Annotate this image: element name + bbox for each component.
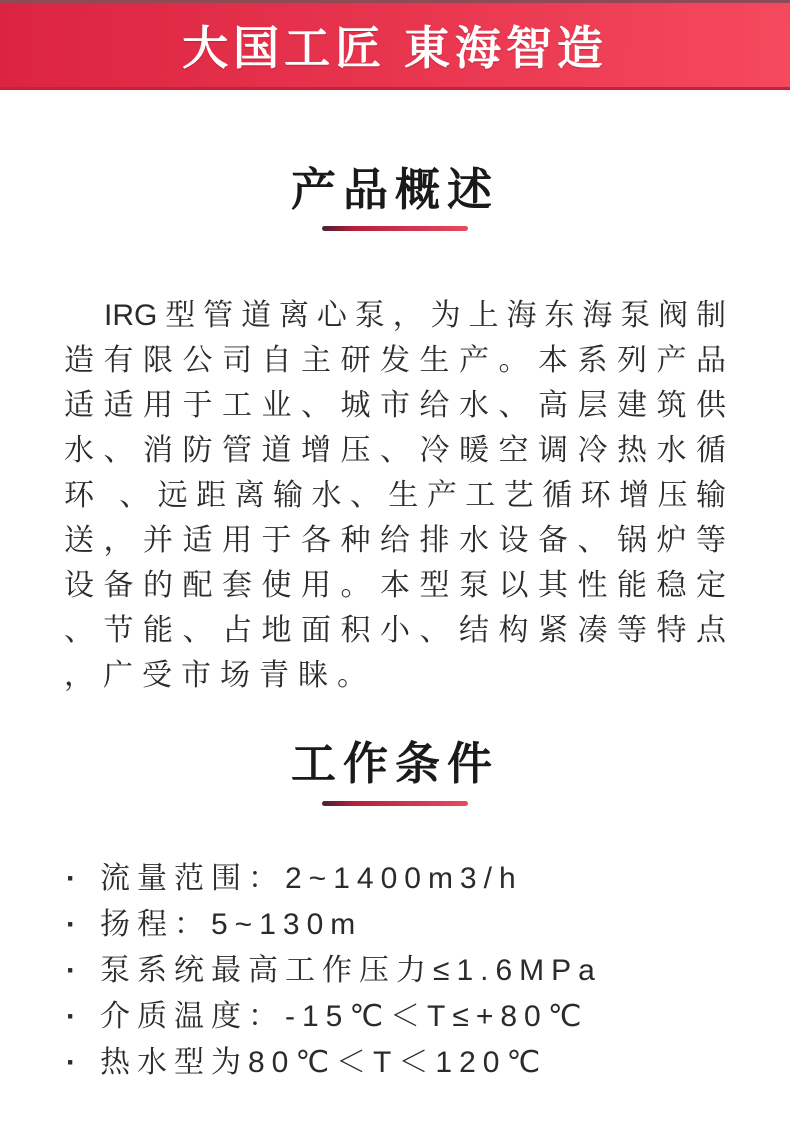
section-conditions bbox=[0, 740, 790, 1085]
conditions-title-underline bbox=[322, 801, 468, 806]
overview-title-underline bbox=[322, 226, 468, 231]
overview-section-title: 产品概述 bbox=[290, 164, 499, 215]
list-item bbox=[66, 856, 750, 902]
paragraph-line: 造有限公司自主研发生产。本系列产品 bbox=[64, 344, 726, 378]
paragraph-line: 水、消防管道增压、冷暖空调冷热水循 bbox=[64, 434, 726, 468]
brand-slogan: 大国工匠 東海智造 bbox=[182, 22, 608, 74]
list-item bbox=[66, 902, 750, 948]
paragraph-line: 环 、远距离输水、生产工艺循环增压输 bbox=[64, 479, 726, 513]
paragraph-line: 送，并适用于各种给排水设备、锅炉等 bbox=[64, 524, 726, 558]
conditions-section-title: 工作条件 bbox=[290, 738, 499, 790]
paragraph-line: ，广受市场青睐。 bbox=[64, 659, 376, 693]
paragraph-line: 适适用于工业、城市给水、高层建筑供 bbox=[64, 389, 726, 423]
conditions-list bbox=[66, 856, 750, 1086]
list-item bbox=[66, 994, 750, 1040]
overview-paragraph bbox=[64, 293, 726, 698]
bullet-icon: · bbox=[66, 999, 76, 1033]
bullet-icon: · bbox=[66, 907, 76, 941]
paragraph-line: 、节能、占地面积小、结构紧凑等特点 bbox=[64, 614, 726, 648]
brand-banner bbox=[0, 0, 790, 90]
condition-head-range: 扬程：5~130m bbox=[100, 907, 363, 941]
condition-flow-range: 流量范围：2~1400m3/h bbox=[100, 861, 523, 895]
bullet-icon: · bbox=[66, 953, 76, 987]
list-item bbox=[66, 948, 750, 994]
condition-hot-water-temp: 热水型为80℃＜T＜120℃ bbox=[100, 1045, 548, 1079]
condition-medium-temp: 介质温度：-15℃＜T≤+80℃ bbox=[100, 999, 589, 1033]
paragraph-line: IRG型管道离心泵，为上海东海泵阀制 bbox=[104, 299, 726, 333]
condition-max-pressure: 泵系统最高工作压力≤1.6MPa bbox=[100, 953, 602, 987]
bullet-icon: · bbox=[66, 1045, 76, 1079]
section-overview bbox=[0, 166, 790, 698]
list-item bbox=[66, 1040, 750, 1086]
bullet-icon: · bbox=[66, 861, 76, 895]
paragraph-line: 设备的配套使用。本型泵以其性能稳定 bbox=[64, 569, 726, 603]
